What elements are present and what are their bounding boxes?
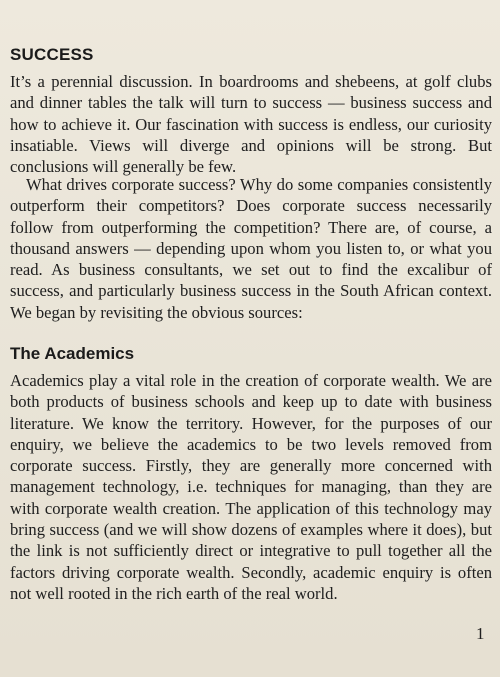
page-number: 1 — [476, 624, 485, 643]
chapter-heading: SUCCESS — [10, 45, 94, 64]
section-heading-academics: The Academics — [10, 344, 135, 363]
questions-paragraph: What drives corporate success? Why do some companies consistently outperform their competitors? Does corporate success necessarily follow from outperforming the competition? There are, of course, a thousand answers — depending upon whom you listen to, or what you read. As business consultants, we set out to find the excalibur of success, and particularly business success in the South African context. We began by revisiting the obvious sources: — [10, 175, 492, 322]
academics-paragraph: Academics play a vital role in the creation of corporate wealth. We are both products of business schools and keep up to date with business literature. We know the territory. However, for the purposes of our enquiry, we believe the academics to be two levels removed from corporate success. Firstly, they are generally more concerned with management technology, i.e. techniques for managing, than they are with corporate wealth creation. The application of this technology may bring success (and we will show dozens of examples where it does), but the link is not sufficiently direct or integrative to pull together all the factors driving corporate wealth. Secondly, academic enquiry is often not well rooted in the rich earth of the real world. — [10, 371, 492, 603]
intro-paragraph: It’s a perennial discussion. In boardrooms and shebeens, at golf clubs and dinner tables the talk will turn to success — business success and how to achieve it. Our fascination with success is endless, our curiosity insatiable. Views will diverge and opinions will be strong. But conclusions will generally be few. — [10, 72, 492, 177]
